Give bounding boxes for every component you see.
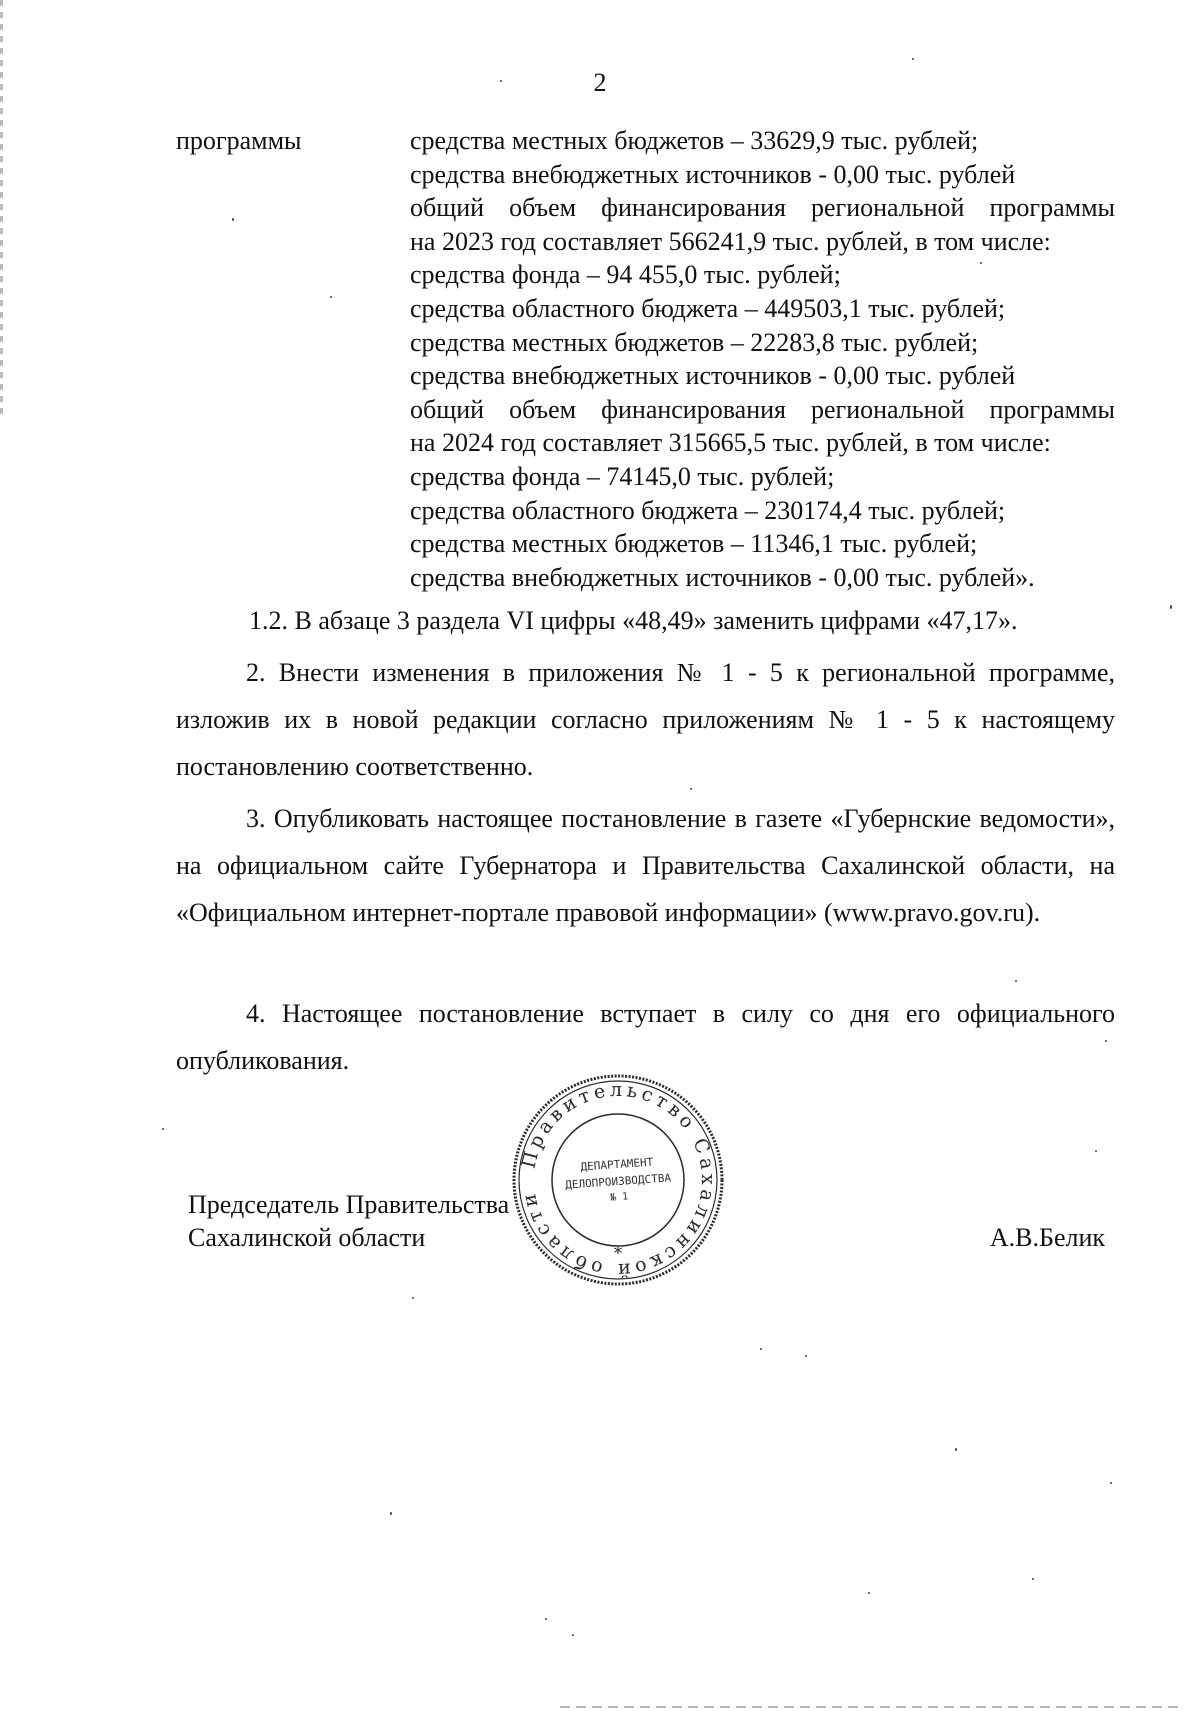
seal-inner-line2: ДЕЛОПРОИЗВОДСТВА xyxy=(564,1171,672,1192)
scan-speck xyxy=(868,1592,870,1594)
financing-line: средства фонда – 74145,0 тыс. рублей; xyxy=(410,461,835,491)
signatory-position xyxy=(188,1188,509,1254)
scan-speck xyxy=(1110,1482,1112,1484)
financing-line: на 2023 год составляет 566241,9 тыс. рублей, в том числе: xyxy=(410,226,1051,256)
seal-inner-line1: ДЕПАРТАМЕНТ xyxy=(580,1155,654,1174)
scan-speck xyxy=(1015,980,1017,982)
paragraph-3: 3. Опубликовать настоящее постановление в газете «Губернские ведомости», на официальном сайте Губернатора и Правительства Сахалинской области, на «Официальном интернет-портале правовой информации» (www.pravo.gov.ru). xyxy=(176,804,1115,927)
paragraph-2: 2. Внести изменения в приложения № 1 - 5 к региональной программе, изложив их в новой редакции согласно приложениям № 1 - 5 к настоящему постановлению соответственно. xyxy=(176,658,1115,781)
financing-line: на 2024 год составляет 315665,5 тыс. рублей, в том числе: xyxy=(410,428,1051,458)
scan-speck xyxy=(232,218,234,221)
financing-line: средства областного бюджета – 449503,1 тыс. рублей; xyxy=(410,293,1006,323)
scan-speck xyxy=(805,1355,807,1357)
scan-speck xyxy=(1095,1150,1097,1152)
financing-line: средства внебюджетных источников - 0,00 тыс. рублей xyxy=(410,159,1016,189)
scan-speck xyxy=(412,1297,414,1299)
scan-speck xyxy=(912,58,914,60)
seal-outer-text: Правительство Сахалинской области xyxy=(517,1078,720,1282)
financing-line: средства местных бюджетов – 22283,8 тыс. рублей; xyxy=(410,327,979,357)
scan-speck xyxy=(980,262,982,264)
financing-line: средства областного бюджета – 230174,4 тыс. рублей; xyxy=(410,495,1006,525)
signatory-name: А.В.Белик xyxy=(989,1223,1105,1252)
scan-speck xyxy=(572,1634,574,1636)
scan-speck xyxy=(162,1128,164,1130)
financing-line: средства внебюджетных источников - 0,00 тыс. рублей xyxy=(410,361,1016,391)
scan-bottom-edge xyxy=(560,1706,1180,1708)
financing-line: средства местных бюджетов – 33629,9 тыс. рублей; xyxy=(410,126,979,155)
paragraph-1-2: 1.2. В абзаце 3 раздела VI цифры «48,49» заменить цифрами «47,17». xyxy=(249,606,1018,635)
scan-speck xyxy=(1105,1040,1107,1042)
scan-edge-mark xyxy=(0,0,3,420)
signatory-position-line1: Председатель Правительства xyxy=(188,1190,510,1219)
financing-block xyxy=(410,124,1115,594)
table-left-label: программы xyxy=(176,126,302,155)
financing-line: общий объем финансирования региональной программы xyxy=(410,193,1115,223)
seal-inner-line3: № 1 xyxy=(609,1191,629,1204)
seal-star-icon: * xyxy=(613,1243,623,1264)
scan-speck xyxy=(1170,605,1172,609)
financing-line: общий объем финансирования региональной программы xyxy=(410,394,1115,424)
paragraph-4: 4. Настоящее постановление вступает в силу со дня его официального опубликования. xyxy=(176,999,1115,1075)
scan-speck xyxy=(390,1512,392,1515)
financing-line: средства внебюджетных источников - 0,00 тыс. рублей». xyxy=(410,562,1035,592)
scan-speck xyxy=(330,296,332,298)
scan-speck xyxy=(760,1348,762,1350)
scan-speck xyxy=(500,80,502,82)
official-seal-stamp xyxy=(510,1072,726,1288)
scan-speck xyxy=(545,1618,547,1620)
financing-line: средства местных бюджетов – 11346,1 тыс. рублей; xyxy=(410,529,978,559)
signatory-position-line2: Сахалинской области xyxy=(188,1223,426,1252)
page-number: 2 xyxy=(593,68,607,97)
scan-speck xyxy=(955,1448,957,1451)
scan-speck xyxy=(690,788,692,790)
financing-line: средства фонда – 94 455,0 тыс. рублей; xyxy=(410,260,841,290)
scan-speck xyxy=(1032,1578,1034,1580)
